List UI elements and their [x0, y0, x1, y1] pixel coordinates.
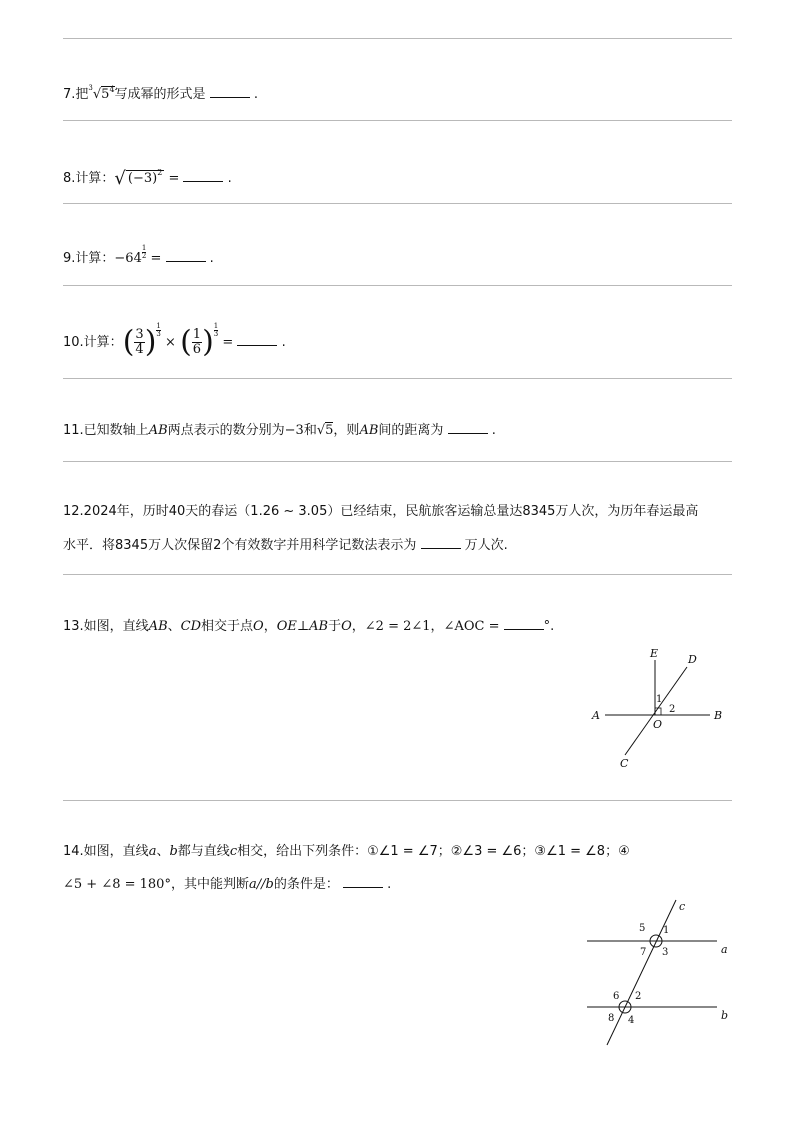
- q7-answer-blank[interactable]: [210, 85, 250, 98]
- q14-text: 14.如图，直线: [63, 844, 149, 859]
- q11-ab: AB: [148, 423, 168, 438]
- angle-4-label: 4: [628, 1015, 635, 1026]
- label-E: E: [650, 647, 659, 660]
- divider: [63, 800, 732, 801]
- q14-text-b: 都与直线: [177, 844, 230, 859]
- q13-end: °.: [543, 619, 555, 634]
- q10-prefix: 10.计算：: [63, 335, 123, 350]
- q11-ab2: AB: [359, 423, 379, 438]
- q11-and: 和: [303, 423, 317, 438]
- q13-figure: [585, 645, 730, 775]
- divider: [63, 461, 732, 462]
- q12-line2b: 万人次.: [464, 538, 508, 553]
- q7-end: .: [253, 87, 258, 102]
- angle-6-label: 6: [613, 991, 620, 1002]
- q13-cd: CD: [180, 619, 202, 634]
- q10-fraction-1: $\frac{3}{4}$: [135, 327, 144, 357]
- q13-aoc: ∠AOC =: [443, 619, 500, 634]
- q11-end: .: [491, 423, 496, 438]
- question-12-line-1: [63, 503, 698, 521]
- q11-text: 11.已知数轴上: [63, 423, 149, 438]
- q12-line2a: 水平．将8345万人次保留2个有效数字并用科学记数法表示为: [63, 538, 417, 553]
- q13-oe: OE: [276, 619, 297, 634]
- label-C: C: [620, 757, 629, 770]
- q10-exp-2: $\frac{1}{3}$: [213, 322, 219, 338]
- q14-end: .: [387, 877, 392, 892]
- q13-yu: 于: [328, 619, 342, 634]
- divider: [63, 120, 732, 121]
- divider: [63, 378, 732, 379]
- question-10: 10.计算：( $\frac{3}{4}$ ) $\frac{1}{3}$ × ( $\frac{1}{6}$ ) $\frac{1}{3}$ = .: [63, 322, 286, 360]
- q13-o: O: [253, 619, 264, 634]
- question-13: [63, 617, 554, 636]
- q8-answer-blank[interactable]: [183, 169, 223, 182]
- angle-2-label: 2: [635, 991, 642, 1002]
- angle-1-label: 1: [656, 694, 663, 705]
- q8-radical: √: [114, 168, 126, 189]
- q11-answer-blank[interactable]: [448, 421, 488, 434]
- q10-end: .: [281, 335, 286, 350]
- q13-answer-blank[interactable]: [504, 617, 544, 630]
- question-7: [63, 79, 258, 104]
- q14-c: c: [229, 844, 238, 859]
- question-9: [63, 245, 214, 268]
- q9-answer-blank[interactable]: [166, 249, 206, 262]
- q11-text-b: 两点表示的数分别为: [167, 423, 285, 438]
- q9-exponent: $\frac{1}{2}$: [141, 244, 147, 260]
- q12-line1: 12.2024年，历时40天的春运（1.26 ~ 3.05）已经结束，民航旅客运输总量达8345万人次，为历年春运最高: [63, 504, 699, 519]
- q11-text-d: 间的距离为: [378, 423, 444, 438]
- q10-eq: =: [222, 335, 234, 350]
- q12-answer-blank[interactable]: [421, 536, 461, 549]
- q14-line2b: 的条件是：: [273, 877, 339, 892]
- divider: [63, 203, 732, 204]
- label-b: b: [721, 1009, 729, 1022]
- q11-text-c: ，则: [333, 423, 360, 438]
- label-a: a: [721, 943, 728, 956]
- q7-tail: 写成幂的形式是: [114, 87, 206, 102]
- q9-eq: =: [150, 251, 162, 266]
- q13-perp: ⊥: [296, 619, 310, 634]
- q11-neg3: −3: [284, 423, 304, 438]
- q8-prefix: 8.计算：: [63, 171, 115, 186]
- q14-cond: a//b: [248, 877, 274, 892]
- q13-comma-2: ，: [351, 619, 365, 634]
- q9-base: −64: [114, 251, 142, 266]
- angle-8-label: 8: [608, 1013, 615, 1024]
- q13-condition: ∠2 = 2∠1: [364, 619, 431, 634]
- angle-5-label: 5: [639, 923, 646, 934]
- q13-comma: ，: [263, 619, 277, 634]
- q13-sep: 、: [167, 619, 181, 634]
- q10-answer-blank[interactable]: [237, 333, 277, 346]
- question-12-line-2: [63, 536, 508, 555]
- label-D: D: [688, 653, 697, 666]
- q14-b: b: [169, 844, 178, 859]
- q13-text-b: 相交于点: [201, 619, 254, 634]
- q13-text: 13.如图，直线: [63, 619, 149, 634]
- q14-answer-blank[interactable]: [343, 875, 383, 888]
- q11-sqrt: √5: [316, 423, 334, 438]
- q14-sep: 、: [156, 844, 170, 859]
- q7-radical: $^3√5^4$: [88, 84, 115, 102]
- angle-3-label: 3: [662, 947, 669, 958]
- q14-conditions: 相交，给出下列条件：①∠1 = ∠7；②∠3 = ∠6；③∠1 = ∠8；④: [237, 844, 630, 859]
- q10-exp-1: $\frac{1}{3}$: [156, 322, 161, 338]
- question-11: [63, 421, 496, 440]
- q10-fraction-2: $\frac{1}{6}$: [192, 327, 202, 357]
- q14-line2a: ∠5 + ∠8 = 180°，其中能判断: [63, 877, 249, 892]
- divider: [63, 574, 732, 575]
- divider: [63, 285, 732, 286]
- question-14-line-2: [63, 875, 391, 894]
- q13-ab2: AB: [309, 619, 329, 634]
- label-A: A: [592, 709, 600, 722]
- label-O: O: [653, 718, 663, 731]
- q13-o2: O: [341, 619, 352, 634]
- q10-times: ×: [165, 335, 176, 350]
- question-14-line-1: [63, 843, 630, 861]
- q9-prefix: 9.计算：: [63, 251, 115, 266]
- question-8: [63, 164, 232, 188]
- q8-end: .: [227, 171, 232, 186]
- q13-ab: AB: [148, 619, 168, 634]
- q9-end: .: [209, 251, 214, 266]
- q14-a: a: [148, 844, 157, 859]
- label-B: B: [714, 709, 723, 722]
- q14-figure: [580, 895, 735, 1055]
- label-c: c: [679, 900, 686, 913]
- q8-exp: 2: [157, 168, 163, 177]
- q13-comma-3: ，: [430, 619, 444, 634]
- divider-top: [63, 38, 732, 39]
- q8-eq: =: [168, 171, 180, 186]
- q7-prefix: 7.把: [63, 87, 89, 102]
- angle-7-label: 7: [640, 947, 647, 958]
- q8-expr: (−3): [127, 171, 158, 186]
- angle-1-label: 1: [663, 925, 670, 936]
- angle-2-label: 2: [669, 704, 676, 715]
